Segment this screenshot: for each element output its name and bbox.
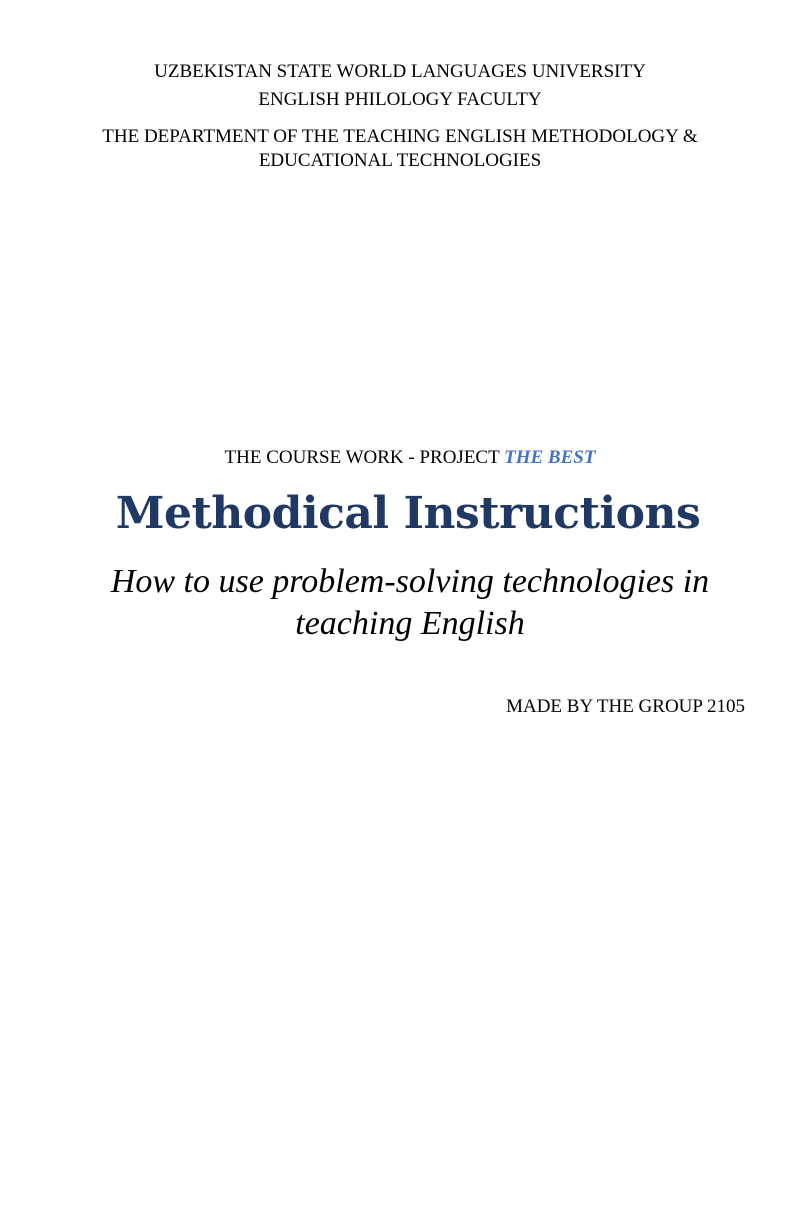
document-title: Methodical Instructions: [115, 488, 701, 539]
department-name-line2: EDUCATIONAL TECHNOLOGIES: [258, 150, 542, 171]
course-prefix: THE COURSE WORK - PROJECT: [224, 447, 505, 468]
course-label: [0, 446, 800, 470]
university-name: UZBEKISTAN STATE WORLD LANGUAGES UNIVERSITY: [154, 61, 646, 82]
document-subtitle: How to use problem-solving technologies in teaching English: [110, 563, 710, 642]
faculty-name: ENGLISH PHILOLOGY FACULTY: [258, 89, 542, 110]
author-credit: MADE BY THE GROUP 2105: [506, 696, 745, 717]
course-accent: THE BEST: [504, 447, 596, 468]
department-name-line1: THE DEPARTMENT OF THE TEACHING ENGLISH METHODOLOGY &: [102, 126, 698, 147]
